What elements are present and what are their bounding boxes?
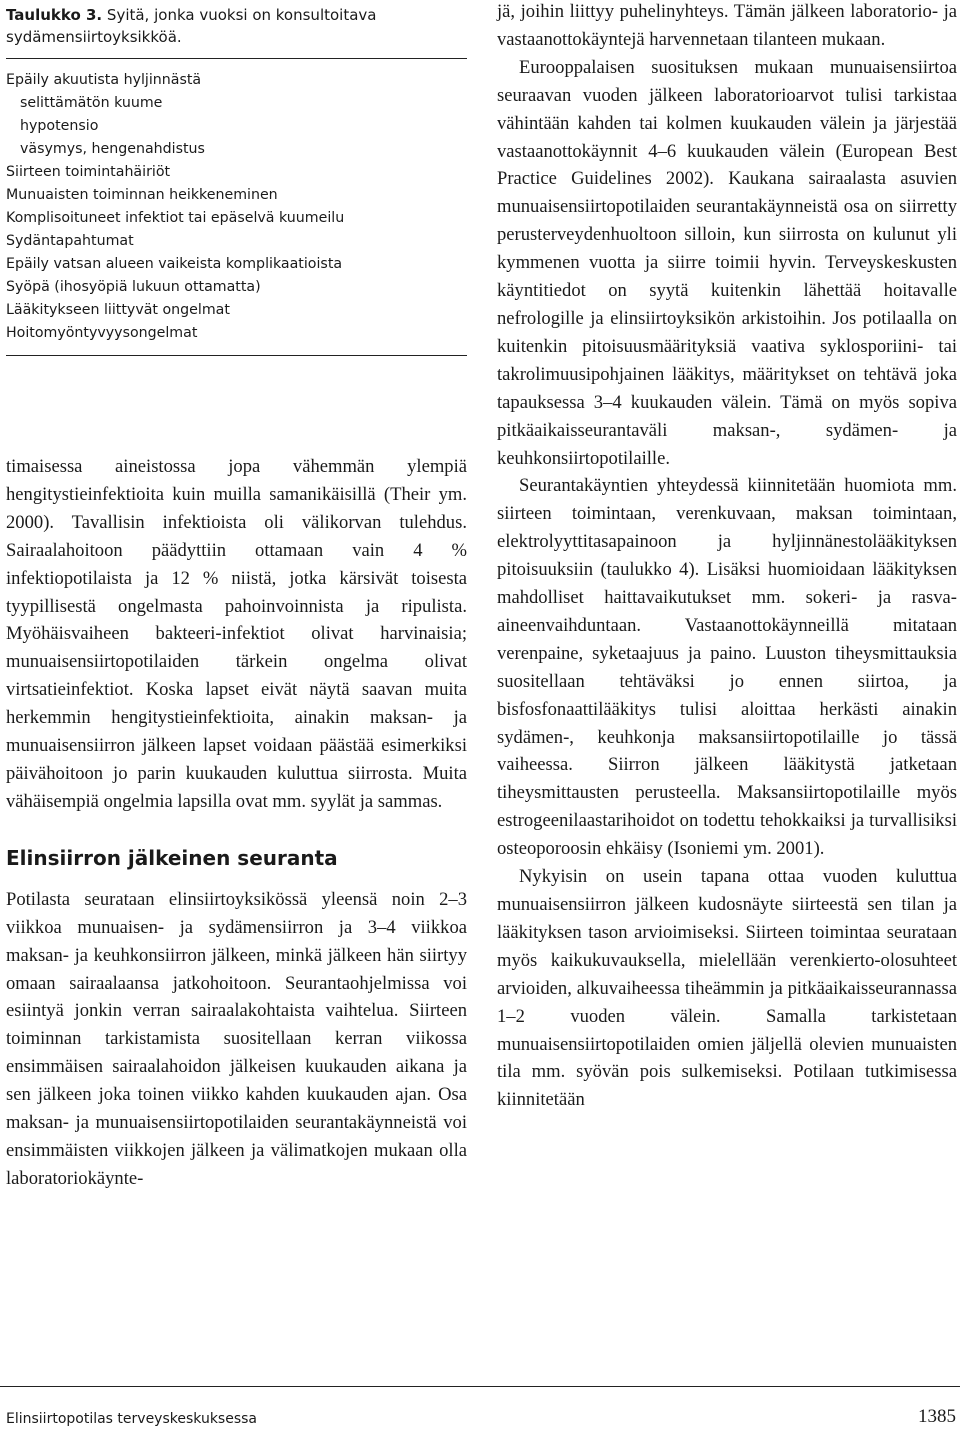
table-row: Siirteen toimintahäiriöt — [6, 164, 171, 180]
right-paragraph-4: Nykyisin on usein tapana ottaa vuoden kuluttua munuaisensiirron jälkeen kudosnäyte siirteestä sen tilan ja lääkityksen tason arvioimiseksi. Siirteen toimintaa seurataan myös kaikukuvauksella, mielellään verenkierto-olosuhteet arvioiden, alkuvaiheessa tiheämmin ja pitkäaikaisseurannassa 1–2 vuoden välein. Samalla tarkistetaan munuaisensiirtopotilaiden omien jäljellä olevien munuaisten tila mm. syövän pois sulkemiseksi. Potilaan tutkimisessa kiinnitetään — [497, 866, 957, 1111]
left-paragraph-2: Potilasta seurataan elinsiirtoyksikössä yleensä noin 2–3 viikkoa munuaisen- ja sydämensiirron ja 3–4 viikkoa maksan- ja keuhkonsiirron jälkeen, minkä jälkeen hän siirtyy omaan sairaalaansa jatkohoitoon. Seurantaohjelmissa voi esiintyä jonkin verran sairaalakohtaista vaihtelua. Siirteen toiminnan tarkistamista suositellaan kerran viikossa ensimmäisen sairaalahoidon jälkeisen kuukauden aikana ja sen jälkeen joka toinen viikko kahden kuukauden ajan. Osa maksan- ja munuaisensiirtopotilaiden seurantakäynneistä voi ensimmäisten viikkojen jälkeen ja välimatkojen mukaan olla laboratoriokäynte- — [6, 888, 467, 1189]
table-row: Epäily vatsan alueen vaikeista komplikaatioista — [6, 256, 343, 272]
table-row: selittämätön kuume — [20, 95, 163, 111]
table-row: Lääkitykseen liittyvät ongelmat — [6, 302, 230, 318]
table-bottom-rule — [6, 355, 467, 356]
left-column — [6, 453, 467, 1193]
table-caption-text: Syitä, jonka vuoksi on konsultoitava sydämensiirtoyksikköä. — [6, 6, 377, 46]
footer-title: Elinsiirtopotilas terveyskeskuksessa — [6, 1411, 258, 1427]
left-paragraph-1: timaisessa aineistossa jopa vähemmän ylempiä hengitystieinfektioita kuin muilla samanikäisillä (Their ym. 2000). Tavallisin infektioista oli välikorvan tulehdus. Sairaalahoitoon päädyttiin ottamaan vain 4 % infektiopotilaista ja 12 % niistä, jotka kärsivät toisesta tyypillisestä ongelmasta pahoinvoinnista ja ripulista. Myöhäisvaiheen bakteeri-infektiot olivat harvinaisia; munuaisensiirtopotilaiden tärkein ongelma olivat virtsatieinfektiot. Koska lapset eivät näytä saavan muita herkemmin hengitystieinfektioita, ainakin maksan- ja munuaisensiirron jälkeen lapset voidaan päästää esimerkiksi päivähoitoon jo parin kuukauden kuluttua siirrosta. Muita vähäisempiä ongelmia lapsilla ovat mm. syylät ja sammas. — [6, 456, 467, 812]
right-paragraph-2: Eurooppalaisen suosituksen mukaan munuaisensiirtoa seuraavan vuoden jälkeen laboratorioarvot tulisi tarkistaa vähintään kahden tai kolmen kuukauden välein ja järjestää vastaanottokäynnit 4–6 kuukauden välein (European Best Practice Guidelines 2002). Kaukana sairaalasta asuvien munuaisensiirtopotilaiden seurantakäynneistä osa on siirretty perusterveydenhuoltoon silloin, kun siirrosta on kulunut yli kymmenen vuotta ja siirre toimii hyvin. Terveyskeskusten käyntitiedot on syytä kuitenkin lähettää hoitavalle nefrologille ja elinsiirtoyksikön arkistoihin. Jos potilaalla on kuitenkin pitoisuusmäärityksiä vaativa syklosporiini- tai takrolimuusipohjainen lääkitys, määritykset on tehtävä joka tapauksessa 3–4 kuukauden välein. Tämä on myös sopiva pitkäaikaisseurantaväli maksan-, sydämen- ja keuhkonsiirtopotilaille. — [497, 56, 957, 469]
table-row: Syöpä (ihosyöpiä lukuun ottamatta) — [6, 279, 261, 295]
table-label: Taulukko 3. — [6, 6, 103, 24]
table-row: Epäily akuutista hyljinnästä — [6, 72, 202, 88]
table-top-rule — [6, 58, 467, 59]
table-3 — [6, 4, 467, 356]
right-paragraph-1: jä, joihin liittyy puhelinyhteys. Tämän jälkeen laboratorio- ja vastaanottokäyntejä harvennetaan tilanteen mukaan. — [497, 1, 957, 50]
right-paragraph-3: Seurantakäyntien yhteydessä kiinnitetään huomiota mm. siirteen toimintaan, verenkuvaan, maksan toimintaan, elektrolyyttitasapainoon ja hyljinnänestolääkityksen pitoisuuksiin (taulukko 4). Lisäksi huomioidaan lääkityksen mahdolliset haittavaikutukset mm. sokeri- ja rasva-aineenvaihduntaan. Vastaanottokäynneillä mitataan verenpaine, syketaajuus ja paino. Luuston tiheysmittauksia suositellaan tehtäväksi jo ennen siirtoa, ja bisfosfonaattilääkitys tulisi aloittaa herkästi ainakin sydämen-, keuhkonja maksansiirtopotilaille jo tässä vaiheessa. Siirron jälkeen lääkitystä jatketaan tiheysmittausten perusteella. Maksansiirtopotilaille myös estrogeenilaastarihoidot on todettu tehokkaiksi ja turvallisiksi osteoporoosin ehkäisy (Isoniemi ym. 2001). — [497, 475, 957, 860]
table-caption — [6, 4, 467, 48]
table-row: Sydäntapahtumat — [6, 233, 134, 249]
table-row: hypotensio — [20, 118, 99, 134]
section-heading: Elinsiirron jälkeinen seuranta — [6, 845, 338, 870]
footer-rule — [0, 1386, 960, 1387]
page-number: 1385 — [918, 1406, 956, 1427]
table-row: Hoitomyöntyvyysongelmat — [6, 325, 198, 341]
table-row: Munuaisten toiminnan heikkeneminen — [6, 187, 278, 203]
table-row: Komplisoituneet infektiot tai epäselvä kuumeilu — [6, 210, 345, 226]
table-row: väsymys, hengenahdistus — [20, 141, 205, 157]
table-rows — [6, 69, 467, 345]
right-column — [497, 0, 957, 1114]
